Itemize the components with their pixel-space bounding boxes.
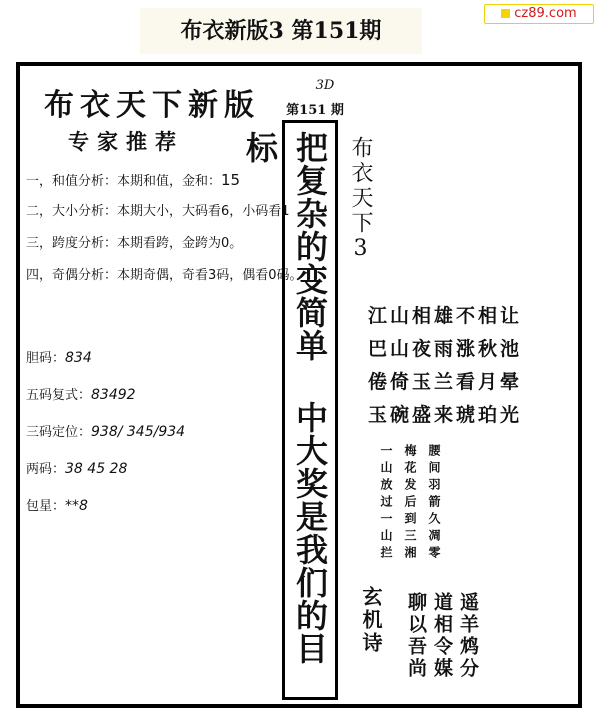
riddle-col: 聊以吾尚 — [405, 592, 427, 680]
expert-subtitle: 专家推荐 — [68, 129, 184, 154]
analysis-row — [26, 228, 286, 260]
analysis-row — [26, 260, 303, 292]
small-poem-col: 梅花发后到三湘 — [403, 444, 417, 563]
small-poem — [376, 444, 444, 574]
pick-row — [26, 488, 286, 525]
riddle-col: 道相令媒 — [431, 592, 453, 680]
small-poem-col: 一山放过一山拦 — [379, 444, 393, 563]
pick-value: 38 45 28 — [65, 461, 128, 477]
slogan-box — [241, 120, 338, 700]
pick-row — [26, 340, 286, 377]
riddle-col: 遥羊鸩分 — [457, 592, 479, 680]
small-poem-col: 腰间羽箭久凋零 — [427, 444, 441, 563]
poem-line: 江山相雄不相让 — [368, 305, 523, 327]
brand-title: 布衣天下新版 — [44, 88, 260, 123]
slogan-text: 把复杂的变简单 中大奖是我们的目标 — [241, 131, 329, 665]
pick-value: 938/ 345/934 — [91, 424, 186, 440]
poem-line: 巴山夜雨涨秋池 — [368, 338, 523, 360]
analysis-row — [26, 164, 286, 196]
analysis-label: 三，跨度分析：本期看跨，金跨为0。 — [26, 236, 243, 251]
pick-label: 包星： — [26, 499, 66, 514]
poem-line: 倦倚玉兰看月晕 — [368, 371, 523, 393]
analysis-label: 二，大小分析：本期大小，大码看6，小码看1 — [26, 204, 290, 219]
logo-square-icon — [501, 9, 510, 18]
riddle-poem — [404, 592, 480, 692]
pick-row — [26, 377, 286, 414]
pick-row — [26, 414, 286, 451]
watermark-text: cz89.com — [514, 6, 577, 21]
pick-value: **8 — [65, 498, 88, 514]
pick-label: 胆码： — [26, 351, 66, 366]
pick-value: 834 — [65, 350, 92, 366]
pick-label: 五码复式： — [26, 388, 92, 403]
analysis-label: 四，奇偶分析：本期奇偶，奇看3码，偶看0码。 — [26, 268, 303, 283]
site-watermark[interactable] — [484, 4, 594, 24]
pick-label: 两码： — [26, 462, 66, 477]
issue-label: 第151 期 — [286, 103, 344, 118]
side-brand: 布衣天下3 — [348, 136, 373, 264]
issue-tag: 3D — [315, 78, 335, 93]
poem-block — [368, 300, 568, 432]
picks-list — [26, 340, 286, 525]
page-title: 布衣新版3 第151期 — [140, 8, 422, 54]
pick-value: 83492 — [91, 387, 136, 403]
pick-label: 三码定位： — [26, 425, 92, 440]
poem-line: 玉碗盛来琥珀光 — [368, 404, 523, 426]
analysis-list — [26, 164, 303, 292]
analysis-value: 15 — [221, 171, 241, 189]
analysis-label: 一，和值分析：本期和值，金和： — [26, 174, 222, 189]
analysis-row — [26, 196, 290, 228]
riddle-label: 玄机诗 — [359, 586, 383, 655]
pick-row — [26, 451, 286, 488]
